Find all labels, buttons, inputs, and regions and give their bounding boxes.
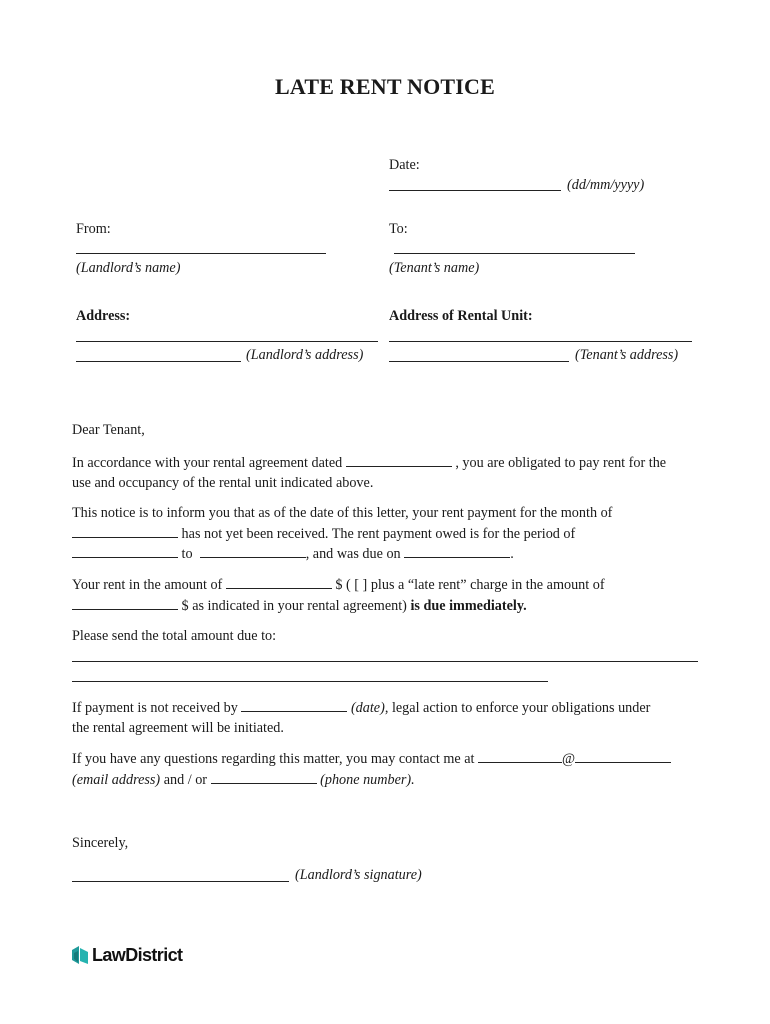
landlord-name-blank[interactable] <box>76 253 326 254</box>
paragraph-notice <box>72 504 702 565</box>
paragraph-contact <box>72 749 702 790</box>
p5-date-hint: (date) <box>350 700 385 716</box>
agreement-date-blank[interactable] <box>346 453 452 467</box>
due-date-blank[interactable] <box>404 544 510 558</box>
payment-deadline-blank[interactable] <box>241 698 347 712</box>
p5-text-a: If payment is not received by <box>72 700 238 716</box>
payment-address-blank-2[interactable] <box>72 681 548 682</box>
lawdistrict-logo-text: LawDistrict <box>92 944 183 965</box>
period-end-blank[interactable] <box>200 544 306 558</box>
period-start-blank[interactable] <box>72 544 178 558</box>
tenant-name-hint: (Tenant’s name) <box>389 260 480 276</box>
late-charge-blank[interactable] <box>72 596 178 610</box>
paragraph-legal-action <box>72 698 702 738</box>
p2-text-e: . <box>510 546 514 562</box>
lawdistrict-logo <box>70 944 182 966</box>
paragraph-amount <box>72 575 702 616</box>
date-label: Date: <box>389 157 420 173</box>
rental-address-label: Address of Rental Unit: <box>389 308 533 324</box>
landlord-address-blank-1[interactable] <box>76 341 378 342</box>
due-immediately-text: is due immediately. <box>410 597 527 614</box>
signature-blank[interactable] <box>72 881 289 882</box>
paragraph-agreement <box>72 453 702 493</box>
page-title: LATE RENT NOTICE <box>275 74 495 99</box>
p6-email-hint: (email address) <box>72 771 161 788</box>
email-user-blank[interactable] <box>478 749 562 763</box>
p6-at-sign: @ <box>562 751 576 767</box>
landlord-address-hint: (Landlord’s address) <box>246 347 364 363</box>
to-label: To: <box>389 221 408 237</box>
p3-text-c: $ as indicated in your rental agreement) <box>181 597 407 614</box>
p1-text-c: use and occupancy of the rental unit indicated above. <box>72 474 374 491</box>
email-domain-blank[interactable] <box>575 749 671 763</box>
p3-text-b: $ ( [ ] plus a “late rent” charge in the amount of <box>335 577 605 593</box>
closing: Sincerely, <box>72 835 129 851</box>
month-blank[interactable] <box>72 524 178 538</box>
p6-phone-hint: (phone number). <box>320 771 415 788</box>
phone-blank[interactable] <box>211 770 317 784</box>
p2-text-a: This notice is to inform you that as of the date of this letter, your rent payment for the month of <box>72 505 613 521</box>
date-format-hint: (dd/mm/yyyy) <box>567 177 645 193</box>
tenant-name-blank[interactable] <box>394 253 635 254</box>
send-payment-text: Please send the total amount due to: <box>72 628 277 644</box>
date-blank[interactable] <box>389 190 561 191</box>
signature-hint: (Landlord’s signature) <box>295 867 422 883</box>
payment-address-blank-1[interactable] <box>72 661 698 662</box>
p6-text-a: If you have any questions regarding this matter, you may contact me at <box>72 751 475 767</box>
tenant-address-blank-2[interactable] <box>389 361 569 362</box>
address-label: Address: <box>76 308 131 324</box>
landlord-name-hint: (Landlord’s name) <box>76 260 181 276</box>
p1-text-b: , you are obligated to pay rent for the <box>455 455 667 471</box>
from-label: From: <box>76 221 111 237</box>
p3-text-a: Your rent in the amount of <box>72 577 223 593</box>
salutation: Dear Tenant, <box>72 422 145 438</box>
landlord-address-blank-2[interactable] <box>76 361 241 362</box>
p6-text-d: and / or <box>163 771 208 788</box>
p2-text-b: has not yet been received. The rent payment owed is for the period of <box>181 525 576 542</box>
tenant-address-blank-1[interactable] <box>389 341 692 342</box>
p2-text-d: , and was due on <box>305 546 401 562</box>
p2-text-c: to <box>181 546 193 562</box>
p1-text-a: In accordance with your rental agreement dated <box>72 455 343 471</box>
tenant-address-hint: (Tenant’s address) <box>575 347 679 363</box>
p5-text-d: the rental agreement will be initiated. <box>72 719 284 736</box>
lawdistrict-logo-icon <box>70 944 90 966</box>
rent-amount-blank[interactable] <box>226 575 332 589</box>
p5-text-c: , legal action to enforce your obligations under <box>384 700 651 716</box>
